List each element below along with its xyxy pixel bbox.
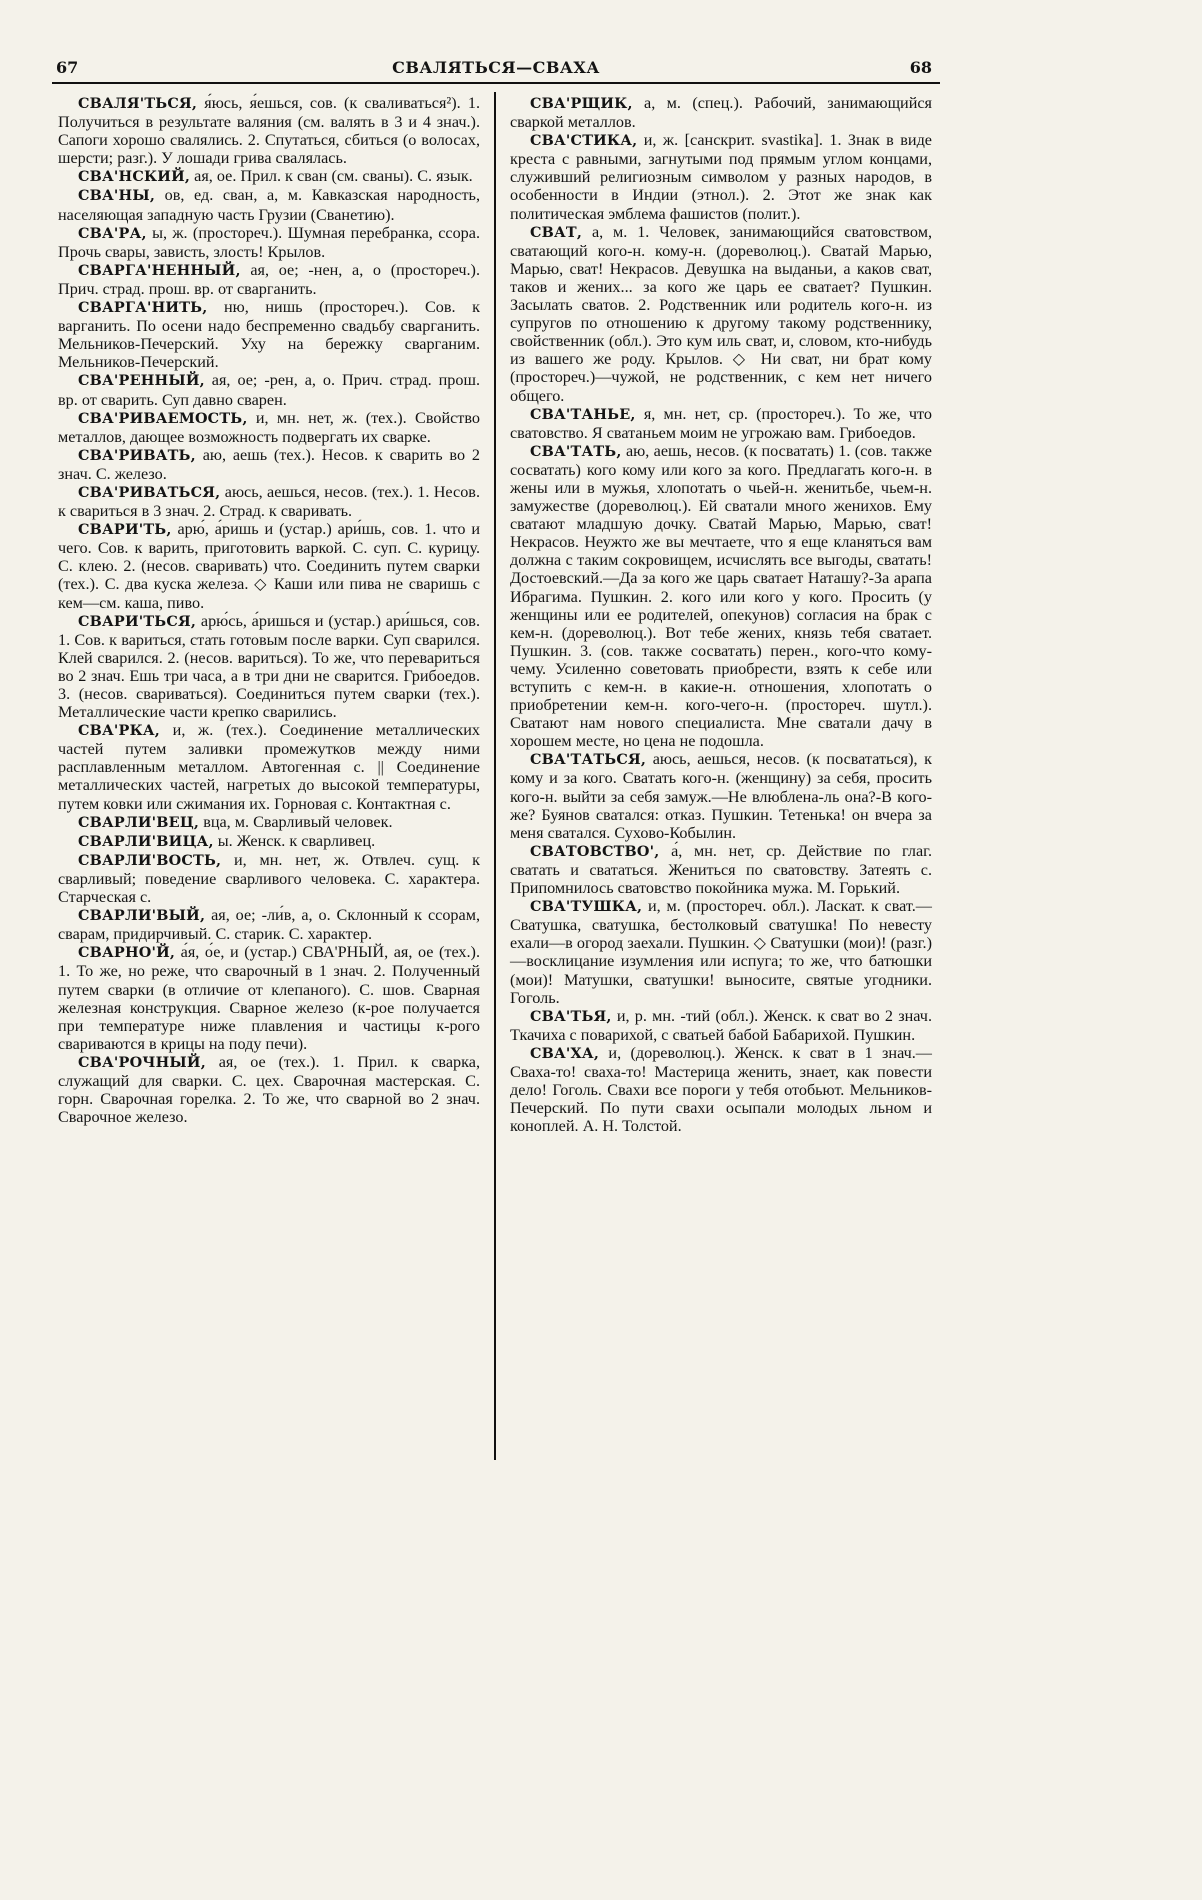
running-title: СВАЛЯТЬСЯ—СВАХА: [392, 58, 600, 77]
entry-body: арю́сь, а́ришься и (устар.) ари́шься, сов. 1. Сов. к вариться, стать готовым после варки. Суп сварился. Клей сварился. 2. (несов. вариться). То же, что перевариться во 2 знач. Ешь три часа, а в три дни не сварится. Грибоедов. 3. (несов. свариваться). Соединиться путем сварки (тех.). Металлические части крепко сварились.: [58, 611, 480, 722]
dictionary-entry: [58, 167, 480, 186]
dictionary-entry: [510, 405, 932, 442]
dictionary-entry: [58, 94, 480, 167]
headword: СВАТ,: [530, 223, 583, 241]
entry-body: а́, мн. нет, ср. Действие по глаг. сватать и свататься. Жениться по сватовству. Затеять с. Припомнилось сватовство покойника мужа. М. Горький.: [510, 841, 932, 898]
headword: СВАТОВСТВО',: [530, 842, 660, 860]
dictionary-entry: [510, 842, 932, 897]
headword: СВА'ТАНЬЕ,: [530, 405, 636, 423]
entry-body: и, мн. нет, ж. Отвлеч. сущ. к сварливый; поведение сварливого человека. С. характера. Старческая с.: [58, 850, 480, 907]
headword: СВАРГА'НИТЬ,: [78, 299, 208, 317]
headword: СВА'РИВАТЬСЯ,: [78, 483, 221, 501]
dictionary-entry: [58, 483, 480, 520]
dictionary-entry: [510, 1007, 932, 1044]
entry-body: вца, м. Сварливый человек.: [199, 812, 393, 831]
entry-body: и, м. (простореч. обл.). Ласкат. к сват.—Сватушка, сватушка, бестолковый сватушка! По невесту ехали—в огород заехали. Пушкин. ◇ Сватушки (мои)! (разг.)—восклицание изумления или испуга; то же, что батюшки (мои)! Матушки, сватушки! выносите, святые угодники. Гоголь.: [510, 897, 932, 1007]
headword: СВАРИ'ТЬСЯ,: [78, 612, 197, 630]
headword: СВАРИ'ТЬ,: [78, 521, 172, 539]
running-header: [52, 58, 940, 80]
headword: СВАРЛИ'ВЕЦ,: [78, 813, 200, 831]
entry-body: я́юсь, я́ешься, сов. (к сваливаться²). 1. Получиться в результате валяния (см. валять в 3 и 4 знач.). Сапоги хорошо свалялись. 2. Спутаться, сбиться (о волосах, шерсти; разг.). У лошади грива свалялась.: [58, 94, 480, 168]
entry-body: я, мн. нет, ср. (простореч.). То же, что сватовство. Я сватаньем моим не угрожаю вам. Грибоедов.: [510, 404, 932, 442]
entry-body: ы, ж. (простореч.). Шумная перебранка, ссора. Прочь свары, зависть, злость! Крылов.: [58, 223, 480, 261]
headword: СВА'РЩИК,: [530, 95, 633, 112]
dictionary-entry: [58, 298, 480, 371]
headword: СВАРЛИ'ВИЦА,: [78, 832, 214, 850]
dictionary-entry: [58, 186, 480, 223]
entry-body: и, мн. нет, ж. (тех.). Свойство металлов, дающее возможность подвергать их сварке.: [58, 408, 480, 446]
headword: СВА'РЕННЫЙ,: [78, 372, 205, 390]
dictionary-entry: [510, 897, 932, 1007]
entry-body: аю, аешь (тех.). Несов. к сварить во 2 знач. С. железо.: [58, 445, 480, 483]
entry-body: а́я, о́е, и (устар.) СВА'РНЫЙ, ая, ое (тех.). 1. То же, но реже, что сварочный в 1 знач. 2. Полученный путем сварки (в отличие от клепаного). С. шов. Сварная железная конструкция. Сварное железо (к-рое получается при температуре ниже плавления и частицы к-рого свариваются в крицы на поду печи).: [58, 943, 480, 1053]
headword: СВАЛЯ'ТЬСЯ,: [78, 95, 198, 112]
dictionary-entry: [58, 520, 480, 611]
headword: СВА'ТУШКА,: [530, 898, 643, 916]
dictionary-entry: [58, 446, 480, 483]
dictionary-entry: [58, 224, 480, 261]
dictionary-entry: [510, 442, 932, 751]
column-divider: [494, 92, 496, 1460]
entry-body: аюсь, аешься, несов. (тех.). 1. Несов. к свариться в 3 знач. 2. Страд. к сваривать.: [58, 482, 480, 521]
headword: СВА'РКА,: [78, 722, 160, 740]
entry-body: ов, ед. сван, а, м. Кавказская народность, населяющая западную часть Грузии (Сванетию).: [58, 186, 480, 224]
headword: СВАРГА'НЕННЫЙ,: [78, 261, 241, 279]
entry-body: аюсь, аешься, несов. (к посвататься), к кому и за кого. Сватать кого-н. (женщину) за себя, просить кого-н. выйти за себя замуж.—Не влюблена-ль она?-В кого-же? Буянов сватался: отказ. Пушкин. Тетенька! он вчера за меня сватался. Сухово-Кобылин.: [510, 750, 932, 842]
entry-body: и, р. мн. -тий (обл.). Женск. к сват во 2 знач. Ткачиха с поварихой, с сватьей бабой Бабарихой. Пушкин.: [510, 1006, 932, 1044]
entry-body: и, ж. (тех.). Соединение металлических частей путем заливки промежутков между ними расплавленным металлом. Автогенная с. || Соединение металлических частей, нагретых до высокой температуры, путем ковки или сжимания их. Горновая с. Контактная с.: [58, 721, 480, 813]
entry-body: а, м. 1. Человек, занимающийся сватовством, сватающий кого-н. кому-н. (дореволюц.). Сватай Марью, Марью, сват! Некрасов. Девушка на выданьи, а каков сват, таков и жених... за кого же царь ее сватает? Пушкин. Засылать сватов. 2. Родственник или родитель кого-н. из супругов по отношению к другому такому родственнику, свойственник (обл.). Это кум иль сват, и, словом, кто-нибудь из вашего же роду. Крылов. ◇ Ни сват, ни брат кому (простореч.)—чужой, не родственник, с кем нет ничего общего.: [510, 222, 932, 405]
right-column: [510, 94, 932, 1135]
entry-body: ая, ое (тех.). 1. Прил. к сварка, служащий для сварки. С. цех. Сварочная мастерская. С. горн. Сварочная горелка. 2. То же, что сварной во 2 знач. Сварочное железо.: [58, 1052, 480, 1127]
entry-body: арю́, а́ришь и (устар.) ари́шь, сов. 1. что и чего. Сов. к варить, приготовить варкой. С. суп. С. курицу. С. клею. 2. (несов. сваривать) что. Соединить путем сварки (тех.). С. два куска железа. ◇ Каши или пива не сваришь с кем—см. каша, пиво.: [58, 520, 480, 612]
headword: СВА'ТАТЬ,: [530, 442, 622, 460]
dictionary-entry: [510, 94, 932, 131]
entry-body: и, (дореволюц.). Женск. к сват в 1 знач.—Сваха-то! сваха-то! Мастерица женить, знает, как повести дело! Гоголь. Свахи все пороги у тебя отобьют. Мельников-Печерский. По пути свахи осыпали молодых льном и коноплей. А. Н. Толстой.: [510, 1043, 932, 1136]
entry-body: ая, ое; -ли́в, а, о. Склонный к ссорам, сварам, придирчивый. С. старик. С. характер.: [58, 906, 480, 944]
entry-body: ню, нишь (простореч.). Сов. к варганить. По осени надо беспременно свадьбу сварганить. Мельников-Печерский. Уху на бережку сварганим. Мельников-Печерский.: [58, 298, 480, 372]
dictionary-entry: [58, 832, 480, 851]
headword: СВАРЛИ'ВОСТЬ,: [78, 851, 222, 869]
headword: СВА'ТЬЯ,: [530, 1007, 612, 1025]
page-number-left: 67: [56, 58, 79, 77]
headword: СВА'РИВАТЬ,: [78, 446, 196, 464]
headword: СВА'ХА,: [530, 1044, 600, 1062]
dictionary-entry: [510, 1044, 932, 1135]
dictionary-entry: [58, 906, 480, 943]
entry-body: ы. Женск. к сварливец.: [213, 831, 376, 850]
dictionary-entry: [58, 261, 480, 298]
dictionary-entry: [58, 813, 480, 832]
entry-body: а, м. (спец.). Рабочий, занимающийся сваркой металлов.: [510, 94, 932, 132]
dictionary-entry: [510, 223, 932, 405]
headword: СВАРНО'Й,: [78, 944, 176, 962]
headword: СВА'РОЧНЫЙ,: [78, 1053, 206, 1071]
dictionary-entry: [58, 943, 480, 1053]
entry-body: аю, аешь, несов. (к посватать) 1. (сов. также сосватать) кого кому или кого за кого. Предлагать кого-н. в жены или в мужья, хлопотать о чьей-н. женитьбе, чьем-н. замужестве (дореволюц.). Ей сватали много женихов. Ему сватают младшую дочку. Сватай Марью, Марью, сват! Некрасов. Неужто же вы мечтаете, что я еще кланяться вам должна с таким сокровищем, исчислять все выгоды, сватать! Достоевский.—Да за кого же царь сватает Наташу?-За арапа Ибрагима. Пушкин. 2. кого или кого у кого. Просить (у женщины или ее родителей, опекунов) согласия на брак с кем-н. (дореволюц.). Вот тебе жених, князь тебя сватает. Пушкин. 3. (сов. также сосватать) перен., кого-что кому-чему. Усиленно советовать приобрести, взять к себе или вступить с кем-н. в какие-н. отношения, хлопотать о приобретении кем-н. кого-чего-н. (простореч. шутл.). Сватают нам нового специалиста. Мне сватали дачу в хорошем месте, но цена не подошла.: [510, 441, 932, 751]
dictionary-entry: [510, 750, 932, 841]
entry-body: и, ж. [санскрит. svastika]. 1. Знак в виде креста с равными, загнутыми под прямым углом концами, служивший религиозным символом у разных народов, в особенности в Индии (этнол.). 2. Этот же знак как политическая эмблема фашистов (полит.).: [510, 131, 932, 223]
entry-body: ая, ое. Прил. к сван (см. сваны). С. язык.: [190, 167, 473, 186]
entry-body: ая, ое; -рен, а, о. Прич. страд. прош. вр. от сварить. Суп давно сварен.: [58, 371, 480, 409]
dictionary-entry: [58, 721, 480, 812]
page-number-right: 68: [909, 58, 932, 77]
headword: СВА'РИВАЕМОСТЬ,: [78, 409, 248, 427]
dictionary-entry: [58, 851, 480, 906]
dictionary-entry: [58, 409, 480, 446]
dictionary-entry: [58, 1053, 480, 1126]
headword: СВАРЛИ'ВЫЙ,: [78, 907, 206, 925]
headword: СВА'НЫ,: [78, 187, 156, 205]
headword: СВА'НСКИЙ,: [78, 168, 191, 186]
left-column: [58, 94, 480, 1126]
headword: СВА'СТИКА,: [530, 132, 638, 150]
entry-body: ая, ое; -нен, а, о (простореч.). Прич. страд. прош. вр. от сварганить.: [58, 260, 480, 298]
header-rule: [52, 82, 940, 84]
headword: СВА'ТАТЬСЯ,: [530, 751, 647, 769]
dictionary-entry: [510, 131, 932, 222]
dictionary-entry: [58, 371, 480, 408]
headword: СВА'РА,: [78, 224, 147, 242]
dictionary-entry: [58, 612, 480, 722]
